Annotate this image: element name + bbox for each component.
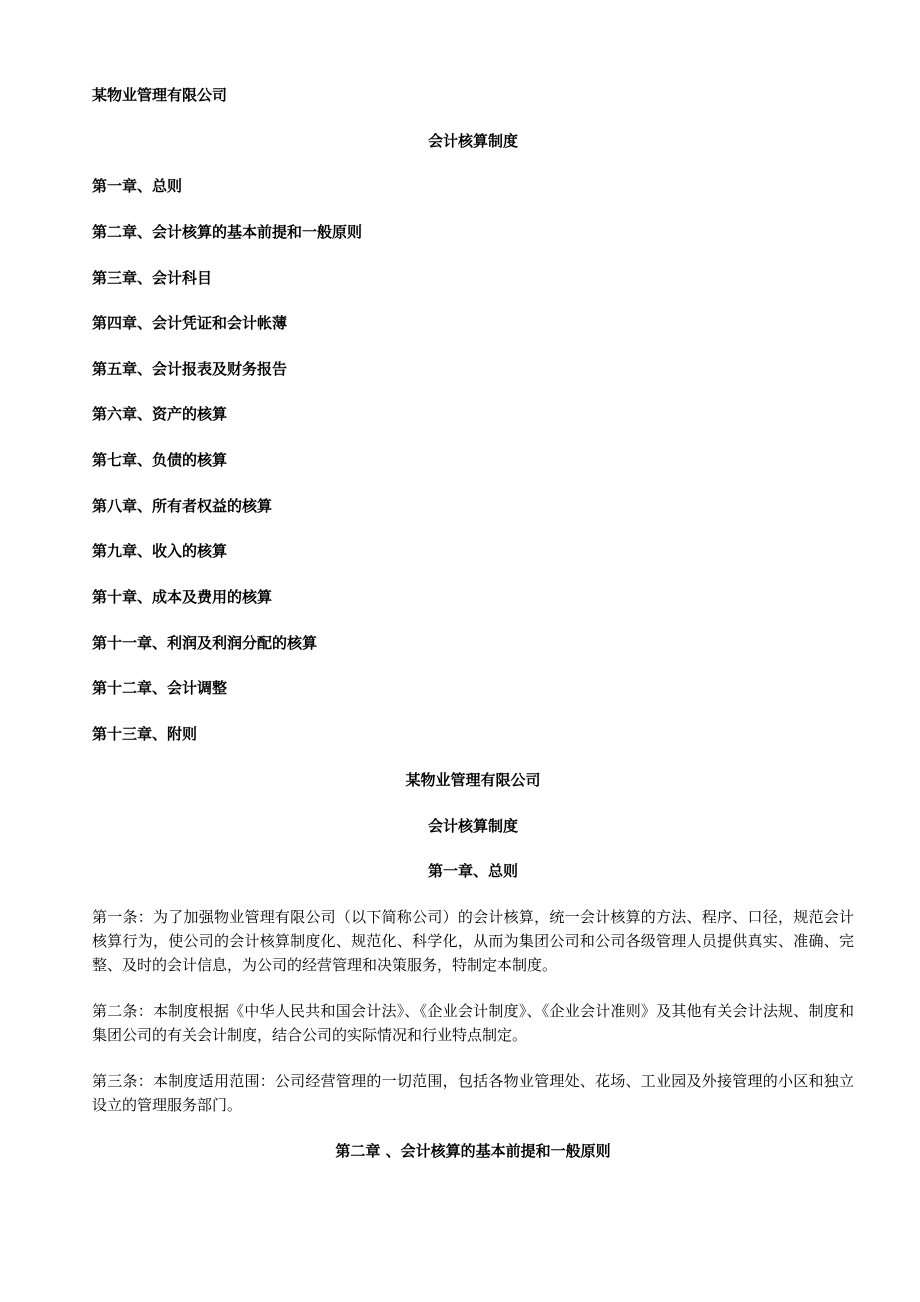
toc-item: 第十章、成本及费用的核算	[92, 588, 273, 606]
toc-item: 第四章、会计凭证和会计帐薄	[92, 314, 288, 332]
body-document-title: 会计核算制度	[427, 817, 518, 835]
toc-item: 第六章、资产的核算	[92, 405, 228, 423]
article-paragraph: 第一条：为了加强物业管理有限公司（以下简称公司）的会计核算，统一会计核算的方法、程序、口径，规范会计核算行为，使公司的会计核算制度化、规范化、科学化，从而为集团公司和公司各级管理人员提供真实、准确、完整、及时的会计信息，为公司的经营管理和决策服务，特制定本制度。	[92, 908, 854, 974]
article-paragraph: 第二条：本制度根据《中华人民共和国会计法》、《企业会计制度》、《企业会计准则》及其他有关会计法规、制度和集团公司的有关会计制度，结合公司的实际情况和行业特点制定。	[92, 1002, 854, 1044]
header-company-name: 某物业管理有限公司	[92, 86, 228, 104]
toc-item: 第七章、负债的核算	[92, 451, 228, 469]
toc-item: 第一章、总则	[92, 177, 183, 195]
toc-item: 第十一章、利润及利润分配的核算	[92, 634, 318, 652]
toc-item: 第十二章、会计调整	[92, 679, 228, 697]
toc-item: 第八章、所有者权益的核算	[92, 497, 273, 515]
toc-item: 第三章、会计科目	[92, 269, 213, 287]
toc-item: 第五章、会计报表及财务报告	[92, 360, 288, 378]
chapter-heading: 第二章 、会计核算的基本前提和一般原则	[335, 1142, 611, 1160]
toc-item: 第九章、收入的核算	[92, 542, 228, 560]
toc-item: 第十三章、附则	[92, 725, 198, 743]
toc-item: 第二章、会计核算的基本前提和一般原则	[92, 223, 363, 241]
header-document-title: 会计核算制度	[427, 132, 518, 150]
chapter-heading: 第一章、总则	[427, 862, 518, 880]
article-paragraph: 第三条：本制度适用范围：公司经营管理的一切范围，包括各物业管理处、花场、工业园及外接管理的小区和独立设立的管理服务部门。	[92, 1072, 854, 1114]
body-company-name: 某物业管理有限公司	[405, 771, 541, 789]
